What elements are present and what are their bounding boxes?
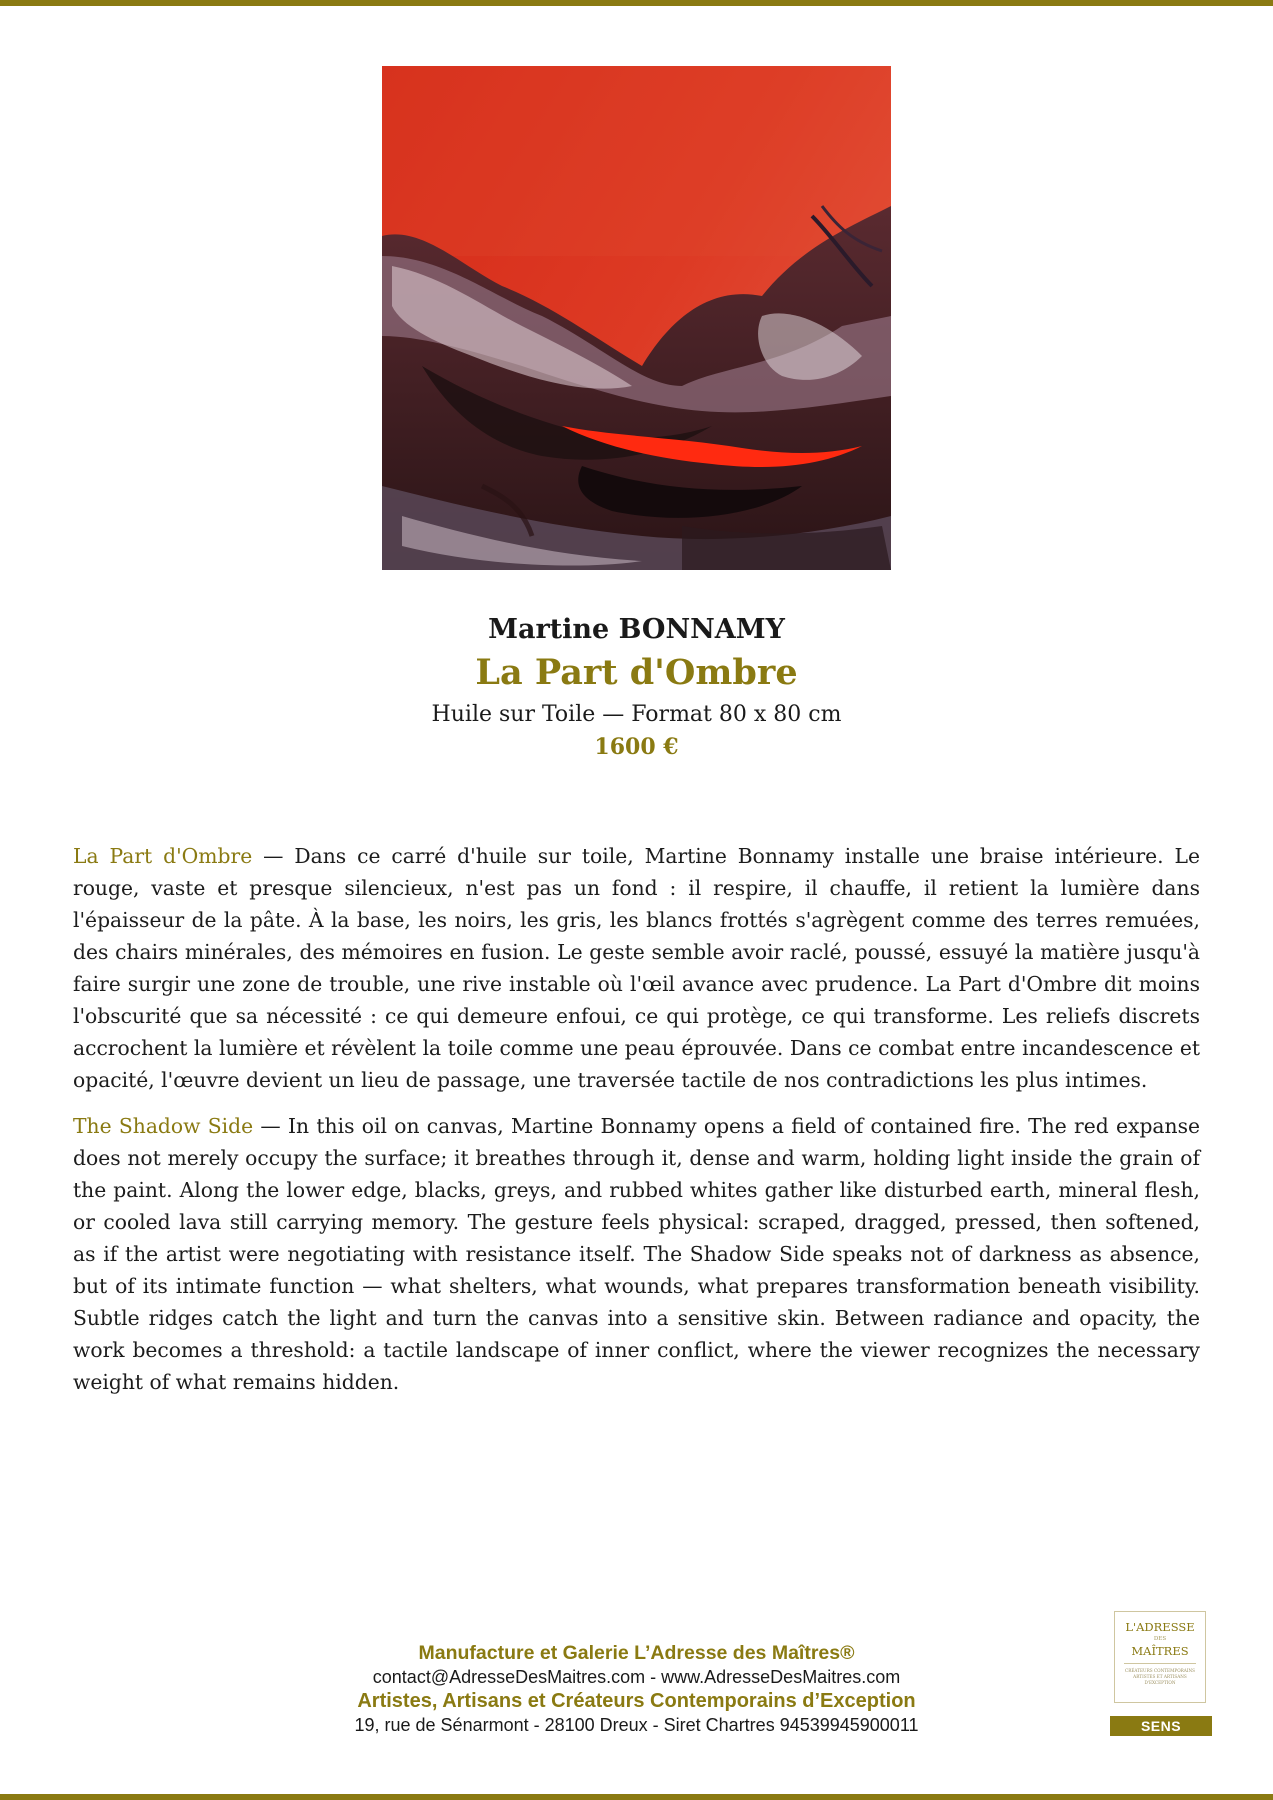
- footer-gallery-name: Manufacture et Galerie L’Adresse des Maîtres®: [418, 1642, 855, 1664]
- footer-contact: contact@AdresseDesMaitres.com - www.AdresseDesMaitres.com: [372, 1667, 901, 1687]
- description-french-text: — Dans ce carré d'huile sur toile, Martine Bonnamy installe une braise intérieure. Le rouge, vaste et presque silencieux, n'est pas un fond : il respire, il chauffe, il retient la lumière dans l'épaisseur de la pâte. À la base, les noirs, les gris, les blancs frottés s'agrègent comme des terres remuées, des chairs minérales, des mémoires en fusion. Le geste semble avoir raclé, poussé, essuyé la matière jusqu'à faire surgir une zone de trouble, une rive instable où l'œil avance avec prudence. La Part d'Ombre dit moins l'obscurité que sa nécessité : ce qui demeure enfoui, ce qui protège, ce qui transforme. Les reliefs discrets accrochent la lumière et révèlent la toile comme une peau éprouvée. Dans ce combat entre incandescence et opacité, l'œuvre devient un lieu de passage, une traversée tactile de nos contradictions les plus intimes.: [73, 844, 1200, 1092]
- artwork-image: [382, 66, 891, 570]
- description-english: [73, 1110, 1200, 1398]
- description: [73, 840, 1200, 1412]
- top-rule: [0, 0, 1273, 6]
- logo-line-2: DES: [1153, 1636, 1167, 1642]
- logo-line-4: CRÉATEURS CONTEMPORAINS ARTISTES ET ARTISANS D'EXCEPTION: [1125, 1668, 1195, 1685]
- artwork-price: 1600 €: [594, 734, 679, 760]
- description-english-text: — In this oil on canvas, Martine Bonnamy opens a field of contained fire. The red expanse does not merely occupy the surface; it breathes through it, dense and warm, holding light inside the grain of the paint. Along the lower edge, blacks, greys, and rubbed whites gather like disturbed earth, mineral flesh, or cooled lava still carrying memory. The gesture feels physical: scraped, dragged, pressed, then softened, as if the artist were negotiating with resistance itself. The Shadow Side speaks not of darkness as absence, but of its intimate function — what shelters, what wounds, what prepares transformation beneath visibility. Subtle ridges catch the light and turn the canvas into a sensitive skin. Between radiance and opacity, the work becomes a threshold: a tactile landscape of inner conflict, where the viewer recognizes the necessary weight of what remains hidden.: [73, 1114, 1200, 1394]
- bottom-rule: [0, 1794, 1273, 1800]
- artwork-title: La Part d'Ombre: [475, 652, 798, 693]
- description-french-lead: La Part d'Ombre: [73, 844, 253, 868]
- artwork-medium: Huile sur Toile — Format 80 x 80 cm: [431, 702, 842, 727]
- description-french: [73, 840, 1200, 1096]
- footer-tagline: Artistes, Artisans et Créateurs Contemporains d’Exception: [357, 1690, 916, 1712]
- gallery-logo: [1114, 1611, 1206, 1703]
- footer-address: 19, rue de Sénarmont - 28100 Dreux - Siret Chartres 94539945900011: [354, 1715, 919, 1735]
- artwork-caption: [0, 612, 1273, 762]
- gallery-footer: [0, 1641, 1273, 1737]
- logo-line-3: MAÎTRES: [1131, 1644, 1189, 1658]
- logo-divider: [1124, 1663, 1196, 1664]
- logo-line-1: L'ADRESSE: [1125, 1620, 1195, 1634]
- description-english-lead: The Shadow Side: [73, 1114, 254, 1138]
- sens-badge: SENS: [1110, 1716, 1212, 1736]
- artist-name: Martine BONNAMY: [488, 614, 785, 645]
